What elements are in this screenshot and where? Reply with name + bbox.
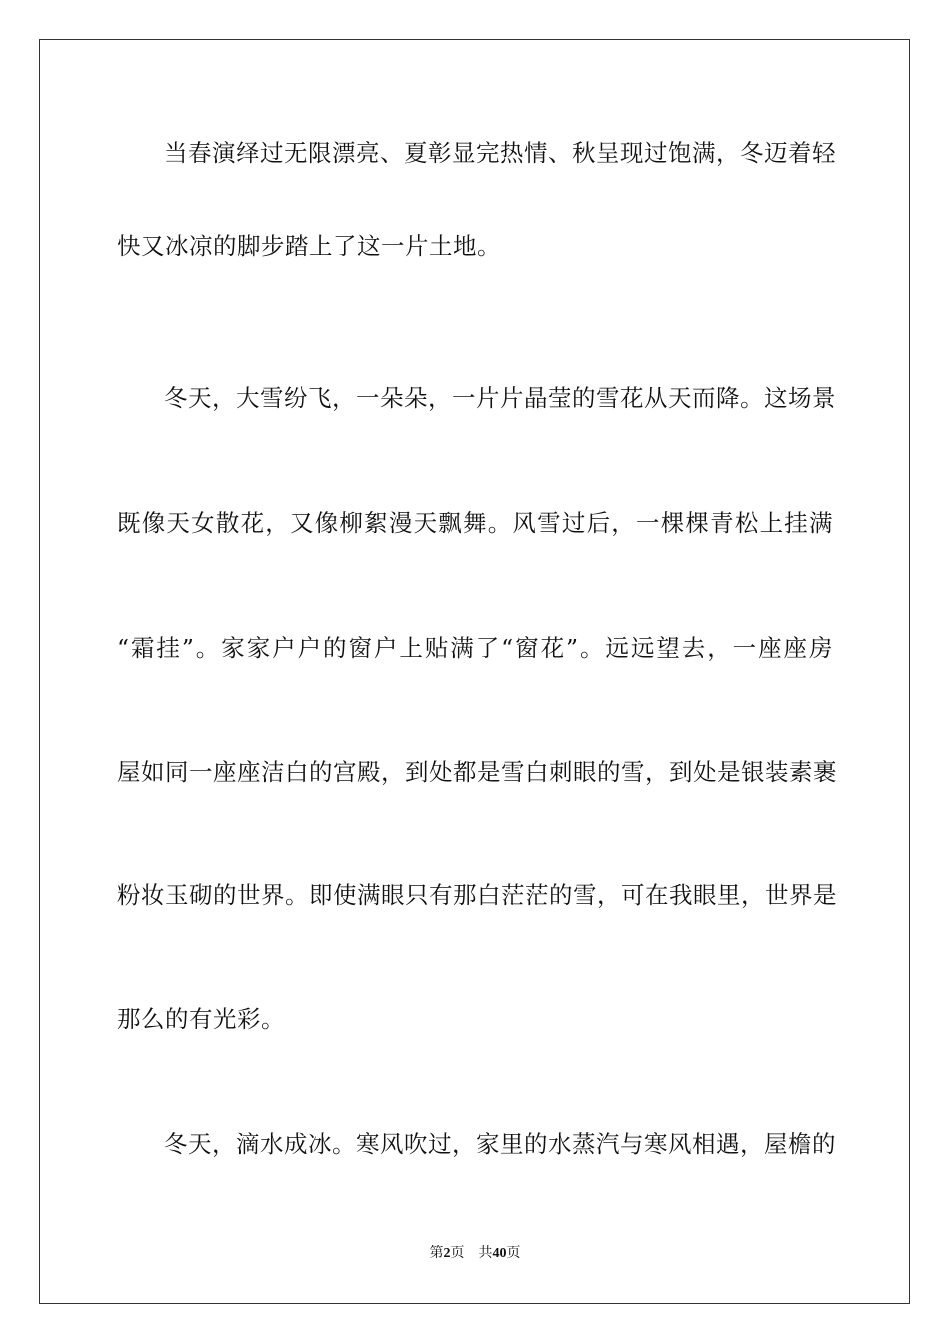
total-pages: 40	[492, 1246, 507, 1261]
paragraph-2-line-4: 屋如同一座座洁白的宫殿，到处都是雪白刺眼的雪，到处是银装素裹	[117, 758, 837, 786]
page-prefix: 第	[429, 1245, 444, 1261]
total-suffix: 页	[506, 1245, 521, 1261]
total-prefix: 共	[478, 1245, 493, 1261]
paragraph-2-line-5: 粉妆玉砌的世界。即使满眼只有那白茫茫的雪，可在我眼里，世界是	[117, 881, 837, 909]
paragraph-1-line-2: 快又冰凉的脚步踏上了这一片土地。	[117, 232, 501, 260]
page-number: 2	[443, 1246, 451, 1261]
paragraph-3-line-1: 冬天，滴水成冰。寒风吹过，家里的水蒸汽与寒风相遇，屋檐的	[164, 1130, 836, 1158]
paragraph-2-line-1: 冬天，大雪纷飞，一朵朵，一片片晶莹的雪花从天而降。这场景	[164, 384, 836, 412]
paragraph-2-line-2: 既像天女散花，又像柳絮漫天飘舞。风雪过后，一棵棵青松上挂满	[117, 509, 833, 537]
page-border	[39, 39, 910, 1304]
paragraph-1-line-1: 当春演绎过无限漂亮、夏彰显完热情、秋呈现过饱满，冬迈着轻	[164, 139, 836, 167]
paragraph-2-line-3: “霜挂”。家家户户的窗户上贴满了“窗花”。远远望去，一座座房	[117, 634, 833, 662]
paragraph-2-line-6: 那么的有光彩。	[117, 1005, 285, 1033]
page-suffix: 页	[450, 1245, 465, 1261]
page-footer	[0, 1243, 950, 1264]
